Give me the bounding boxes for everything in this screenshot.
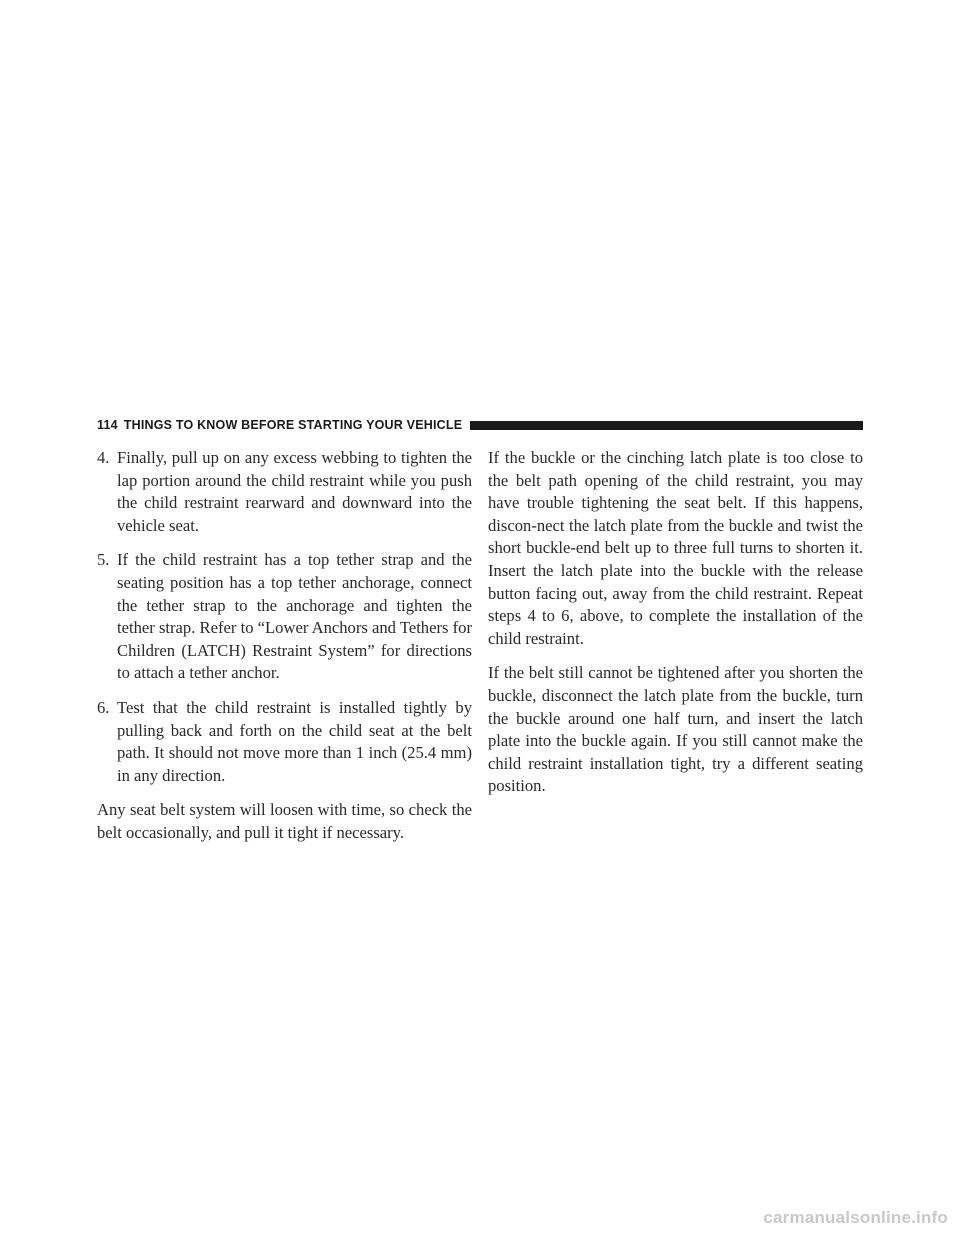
step-text: Test that the child restraint is installed tightly by pulling back and forth on the child seat at the belt path. It should not move more than 1 inch (25.4 mm) in any direction. [117, 697, 472, 785]
step-number: 6. [97, 697, 110, 717]
step-number: 4. [97, 448, 110, 467]
step-text: If the child restraint has a top tether strap and the seating position has a top tether anchorage, connect the tether strap to the anchorage and tighten the tether strap. Refer to “Lower Anchors and Tethers for Children (LATCH) Restraint System” for directions to attach a tether anchor. [117, 550, 472, 683]
step-text: Finally, pull up on any excess webbing to tighten the lap portion around the child restraint while you push the child restraint rearward and downward into the vehicle seat. [117, 448, 472, 535]
step-item [97, 697, 472, 787]
site-watermark: carmanualsonline.info [763, 1208, 948, 1227]
step-item [97, 447, 472, 537]
page-header [97, 414, 863, 436]
right-column [488, 447, 863, 810]
header-rule [470, 421, 863, 430]
step-item [97, 549, 472, 685]
closing-paragraph: Any seat belt system will loosen with time, so check the belt occasionally, and pull it tight if necessary. [97, 800, 472, 842]
step-number: 5. [97, 550, 110, 570]
body-paragraph: If the belt still cannot be tightened after you shorten the buckle, disconnect the latch plate from the buckle, turn the buckle around one half turn, and insert the latch plate into the buckle again. If you still cannot make the child restraint installation tight, try a different seating position. [488, 663, 863, 796]
body-paragraph: If the buckle or the cinching latch plate is too close to the belt path opening of the child restraint, you may have trouble tightening the seat belt. If this happens, discon-nect the latch plate from the buckle and twist the short buckle-end belt up to three full turns to shorten it. Insert the latch plate into the buckle with the release button facing out, away from the child restraint. Repeat steps 4 to 6, above, to complete the installation of the child restraint. [488, 448, 863, 648]
page-number: 114 [97, 418, 118, 432]
left-column [97, 447, 472, 857]
section-title: THINGS TO KNOW BEFORE STARTING YOUR VEHICLE [123, 418, 463, 432]
